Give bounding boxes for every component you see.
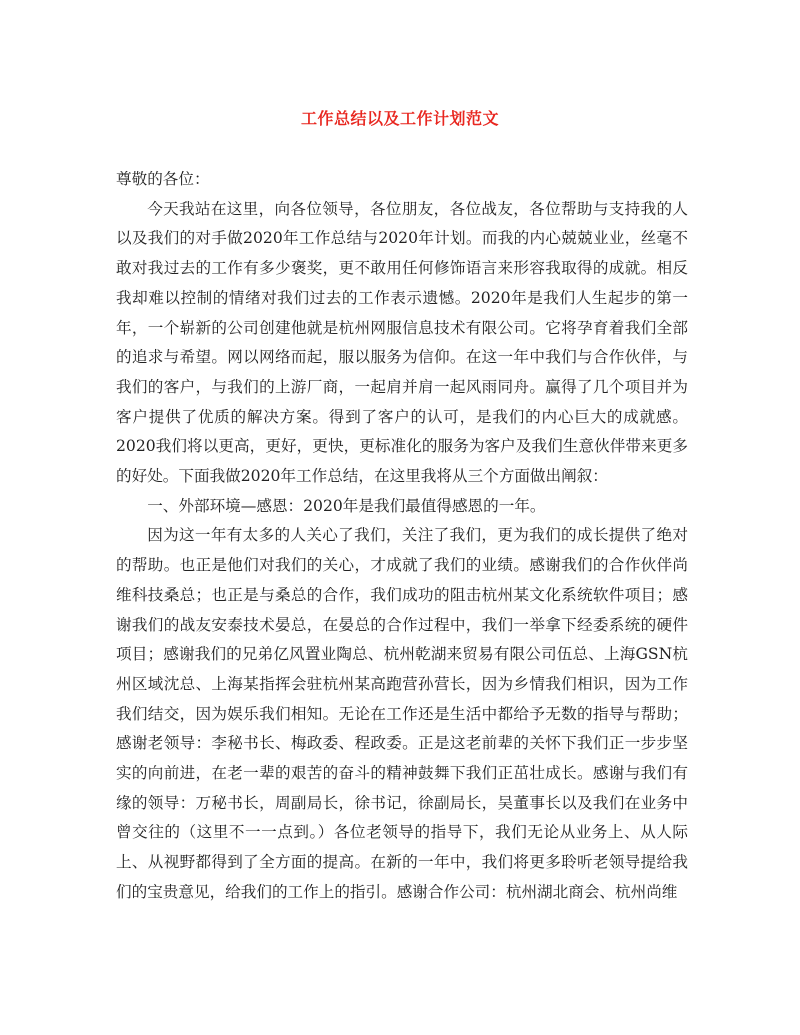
salutation: 尊敬的各位： bbox=[116, 170, 210, 188]
paragraph-gratitude: 因为这一年有太多的人关心了我们，关注了我们，更为我们的成长提供了绝对的帮助。也正是他们对我们的关心，才成就了我们的业绩。感谢我们的合作伙伴尚维科技桑总；也正是与桑总的合作，我们成功的阻击杭州某文化系统软件项目；感谢我们的战友安泰技术晏总，在晏总的合作过程中，我们一举拿下经委系统的硬件项目；感谢我们的兄弟亿风置业陶总、杭州乾湖来贸易有限公司伍总、上海GSN杭州区域沈总、上海某指挥会驻杭州某高跑营孙营长，因为乡情我们相识，因为工作我们结交，因为娱乐我们相知。无论在工作还是生活中都给予无数的指导与帮助；感谢老领导：李秘书长、梅政委、程政委。正是这老前辈的关怀下我们正一步步坚实的向前进，在老一辈的艰苦的奋斗的精神鼓舞下我们正茁壮成长。感谢与我们有缘的领导：万秘书长，周副局长，徐书记，徐副局长，吴董事长以及我们在业务中曾交往的（这里不一一点到。）各位老领导的指导下，我们无论从业务上、从人际上、从视野都得到了全方面的提高。在新的一年中，我们将更多聆听老领导提给我们的宝贵意见，给我们的工作上的指引。感谢合作公司：杭州湖北商会、杭州尚维 bbox=[116, 526, 688, 901]
document-body bbox=[116, 165, 688, 908]
paragraph-intro: 今天我站在这里，向各位领导，各位朋友，各位战友，各位帮助与支持我的人以及我们的对手做2020年工作总结与2020年计划。而我的内心兢兢业业，丝毫不敢对我过去的工作有多少褒奖，更不敢用任何修饰语言来形容我取得的成就。相反我却难以控制的情绪对我们过去的工作表示遗憾。2020年是我们人生起步的第一年，一个崭新的公司创建他就是杭州网服信息技术有限公司。它将孕育着我们全部的追求与希望。网以网络而起，服以服务为信仰。在这一年中我们与合作伙伴，与我们的客户，与我们的上游厂商，一起肩并肩一起风雨同舟。赢得了几个项目并为客户提供了优质的解决方案。得到了客户的认可，是我们的内心巨大的成就感。2020我们将以更高，更好，更快，更标准化的服务为客户及我们生意伙伴带来更多的好处。下面我做2020年工作总结，在这里我将从三个方面做出阐叙： bbox=[116, 199, 688, 486]
document-title: 工作总结以及工作计划范文 bbox=[300, 109, 499, 128]
section-heading-external-environment: 一、外部环境—感恩：2020年是我们最值得感恩的一年。 bbox=[147, 496, 546, 515]
